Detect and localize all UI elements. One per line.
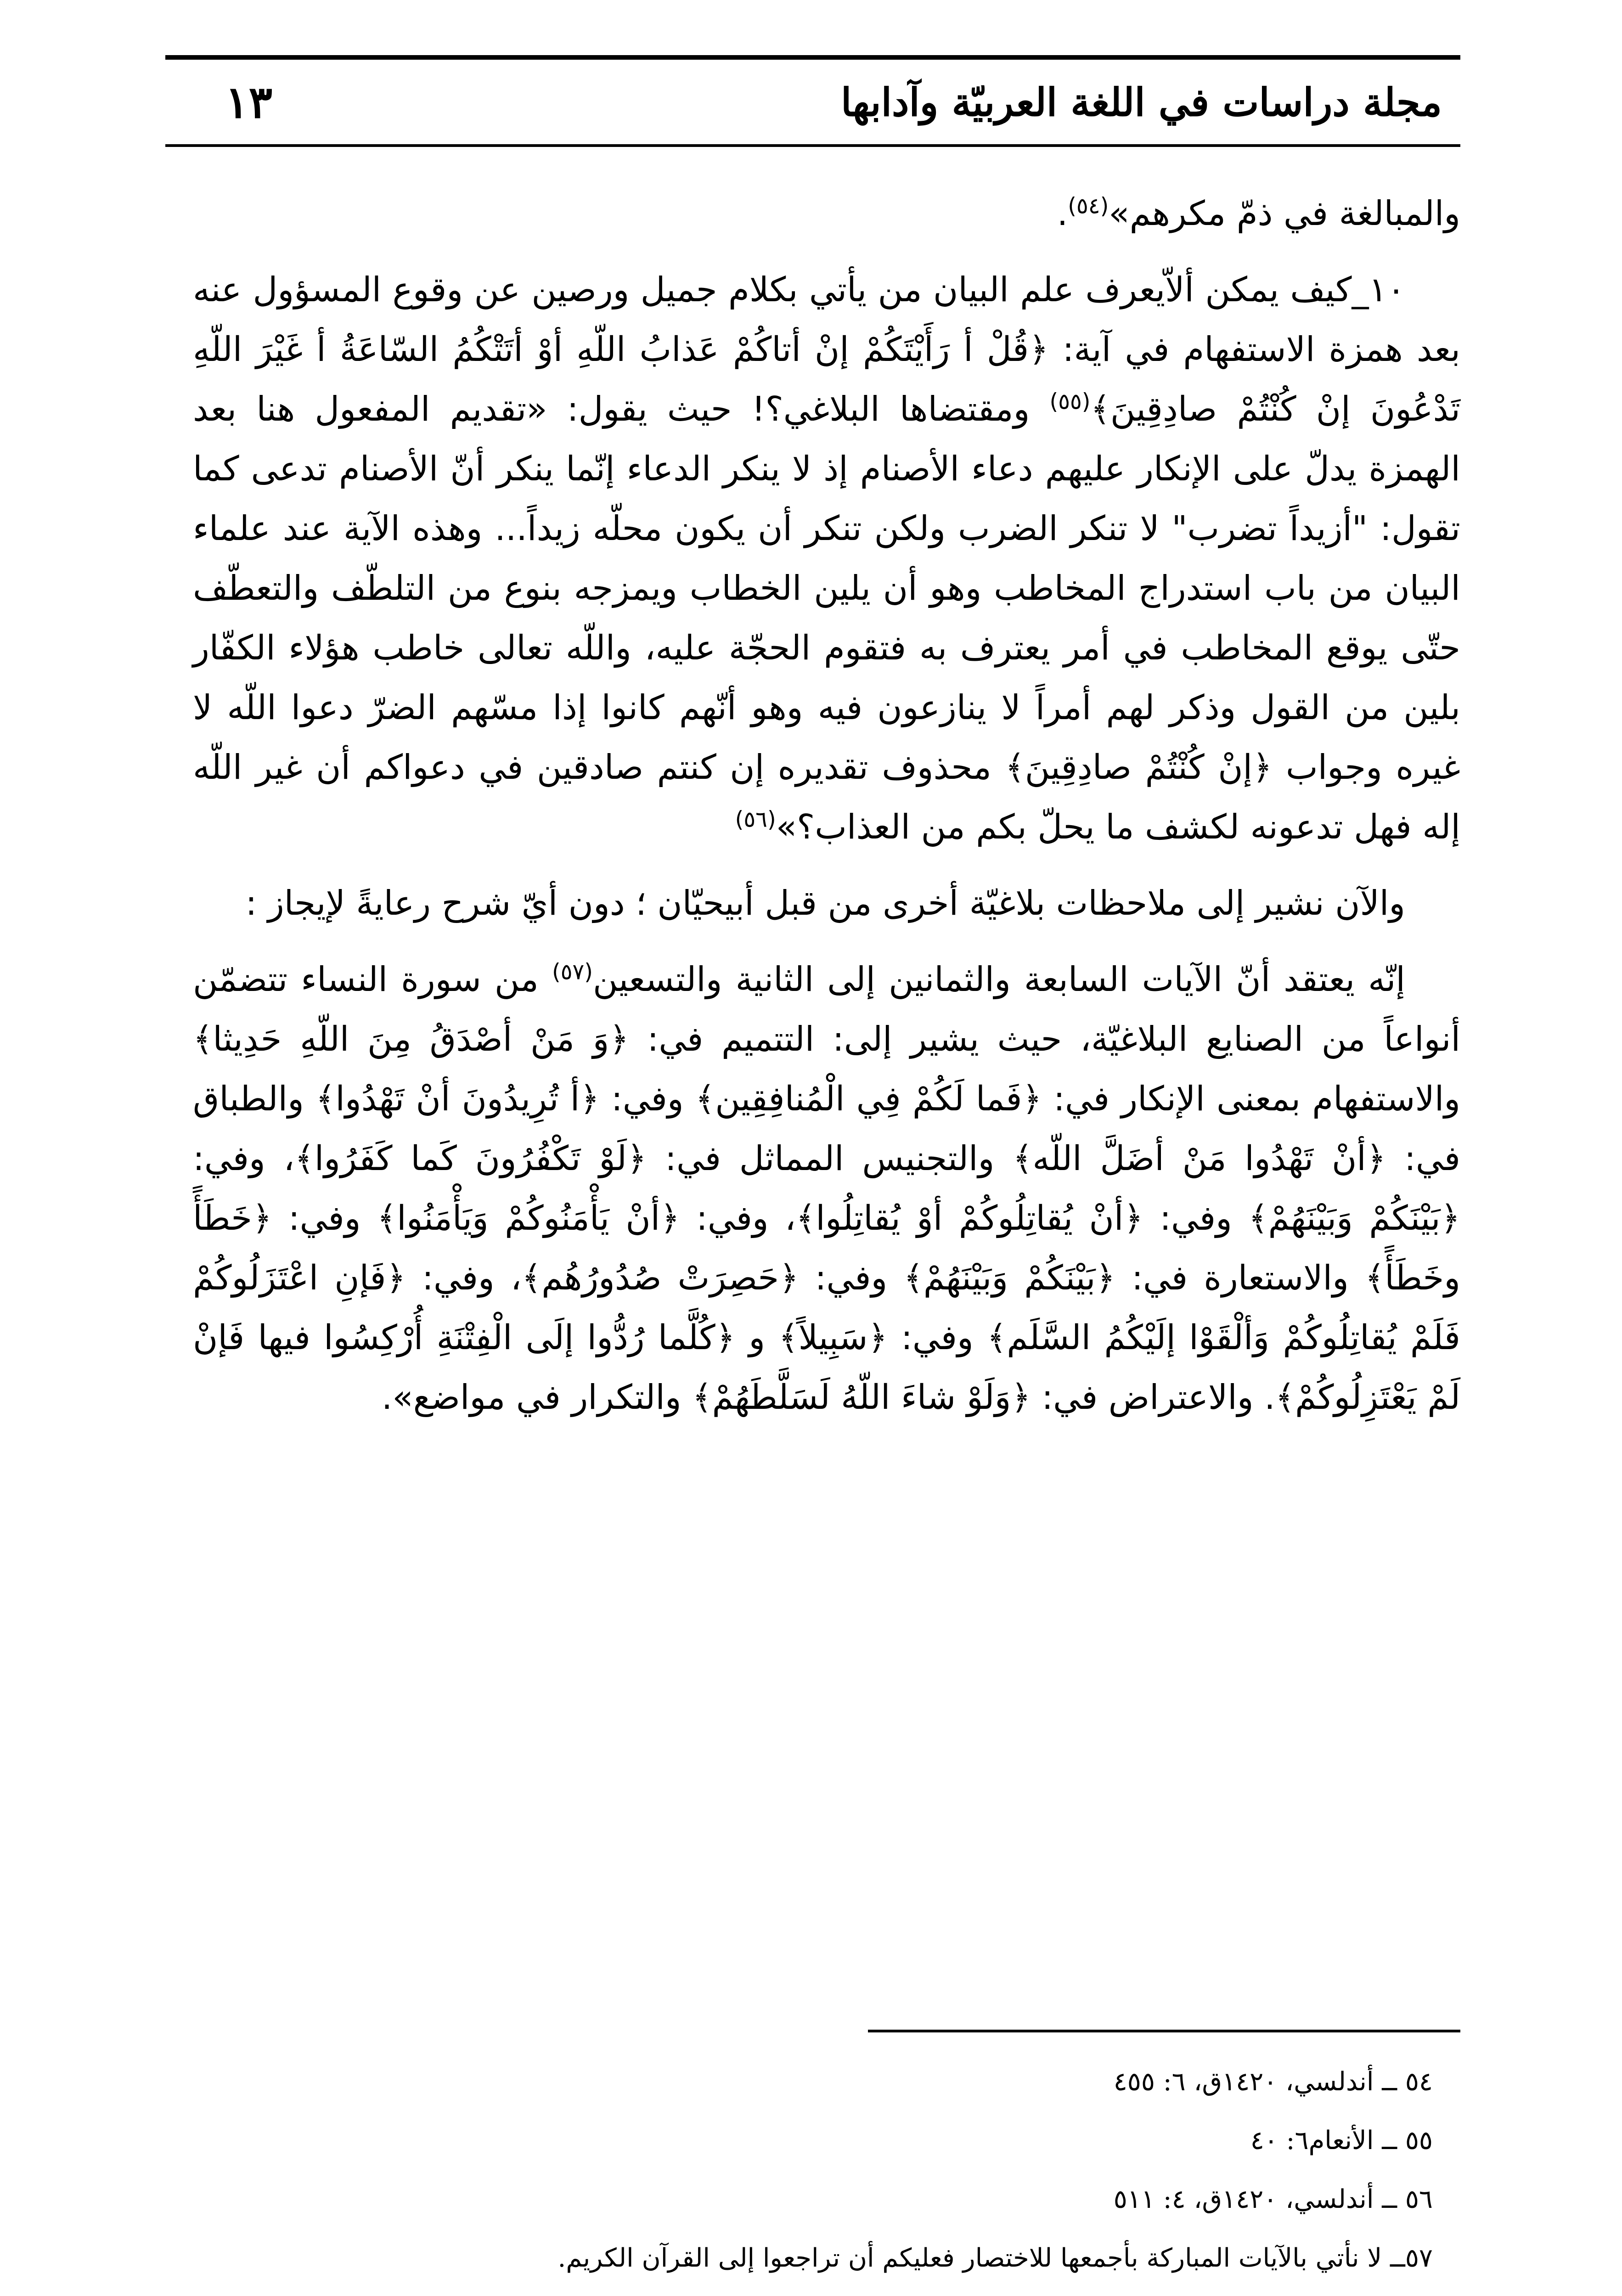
quran-quote: ﴿سَبِيلاً﴾ [778, 1318, 888, 1357]
text-run: والطباق في: [193, 1079, 1460, 1178]
text-run: ومقتضاها البلاغي؟! حيث يقول: «تقديم المفعول هنا بعد الهمزة يدلّ على الإنكار عليهم دعاء الأصنام إذ لا ينكر الدعاء إنّما ينكر أنّ الأصنام تدعى كما تقول: "أزيداً تضرب" لا تنكر الضرب ولكن تنكر أن يكون محلّه زيداً... وهذه الآية عند علماء البيان من باب استدراج المخاطب وهو أن يلين الخطاب ويمزجه بنوع من التلطّف والتعطّف حتّى يوقع المخاطب في أمر يعترف به فتقوم الحجّة عليه، واللّه تعالى خاطب هؤلاء الكفّار بلين من القول وذكر لهم أمراً لا ينازعون فيه وهو أنّهم كانوا إذا مسّهم الضرّ دعوا اللّه لا غيره وجواب [193, 389, 1460, 787]
text-run: وفي: [887, 1318, 987, 1357]
text-run: محذوف تقديره إن كنتم صادقين في دعواكم أن غير اللّه إله فهل تدعونه لكشف ما يحلّ بكم من العذاب؟» [193, 748, 1460, 847]
text-run: وفي: [599, 1079, 695, 1119]
quran-quote: ﴿وَ مَنْ أصْدَقُ مِنَ اللّهِ حَدِيثا﴾ [193, 1019, 629, 1059]
quran-quote: ﴿أنْ تَهْدُوا مَنْ أضَلَّ اللّه﴾ [1013, 1139, 1386, 1178]
text-run: و [735, 1318, 779, 1357]
body-paragraph [193, 184, 1460, 243]
footnote: ٥٤ ــ أندلسي، ١٤٢٠ق، ٦: ٤٥٥ [1113, 2067, 1433, 2097]
footnote-reference: (٥٦) [735, 806, 776, 833]
article-body [193, 184, 1460, 1444]
footnote-reference: (٥٥) [1049, 388, 1091, 415]
quran-quote: ﴿بَيْنَكُمْ وَبَيْنَهُمْ﴾ [903, 1258, 1115, 1298]
footnote: ٥٧ــ لا نأتي بالآيات المباركة بأجمعها للاختصار فعليكم أن تراجعوا إلى القرآن الكريم. [558, 2243, 1433, 2273]
text-run: ، وفي: [193, 1139, 295, 1178]
quran-quote: ﴿إنْ كُنْتُمْ صادِقِينَ﴾ [1005, 748, 1273, 787]
body-paragraph [193, 873, 1460, 933]
text-run: ، وفي: [406, 1258, 522, 1298]
text-run: وفي: [1143, 1199, 1249, 1238]
body-paragraph [193, 950, 1460, 1427]
text-run: والتكرار في مواضع». [381, 1378, 693, 1417]
quran-quote: ﴿أنْ يَأْمَنُوكُمْ وَيَأْمَنُوا﴾ [377, 1199, 680, 1238]
text-run: والاستفهام بمعنى الإنكار في: [1042, 1079, 1461, 1119]
footnote-reference: (٥٧) [552, 959, 593, 985]
text-run: إنّه يعتقد أنّ الآيات السابعة والثمانين إلى الثانية والتسعين [592, 960, 1405, 999]
quran-quote: ﴿كُلَّما رُدُّوا إلَى الْفِتْنَةِ أُرْكِسُوا فيها فَإنْ لَمْ يَعْتَزِلُوكُمْ﴾ [193, 1318, 1460, 1417]
footnotes [193, 2053, 1460, 2288]
text-run: والاستعارة في: [1115, 1258, 1365, 1298]
journal-title: مجلة دراسات في اللغة العربيّة وآدابها [840, 79, 1442, 125]
text-run: . والاعتراض في: [1031, 1378, 1275, 1417]
text-run: ١٠_كيف يمكن ألاّيعرف علم البيان من يأتي بكلام جميل ورصين عن وقوع المسؤول عنه بعد همزة الاستفهام في آية: [193, 270, 1460, 369]
quran-quote: ﴿فَما لَكُمْ فِي الْمُنافِقِين﴾ [695, 1079, 1042, 1119]
text-run: وفي: [799, 1258, 904, 1298]
text-run: والمبالغة في ذمّ مكرهم» [1109, 194, 1460, 233]
quran-quote: ﴿خَطَأً وخَطَأً﴾ [193, 1199, 1461, 1298]
quran-quote: ﴿أ تُرِيدُونَ أنْ تَهْدُوا﴾ [315, 1079, 600, 1119]
running-header [165, 55, 1460, 147]
footnote-separator [868, 2030, 1460, 2032]
footnote: ٥٦ ــ أندلسي، ١٤٢٠ق، ٤: ٥١١ [1113, 2184, 1433, 2214]
page-number: ١٣ [225, 76, 273, 128]
body-paragraph [193, 260, 1460, 857]
quran-quote: ﴿فَإنِ اعْتَزَلُوكُمْ فَلَمْ يُقاتِلُوكُمْ وَألْقَوْا إلَيْكُمُ السَّلَم﴾ [193, 1258, 1461, 1357]
quran-quote: ﴿قُلْ أ رَأَيْتَكُمْ إنْ أتاكُمْ عَذابُ اللّهِ أوْ أتَتْكُمُ السّاعَةُ أ غَيْرَ اللّهِ تَدْعُونَ إنْ كُنْتُمْ صادِقِينَ﴾ [193, 330, 1460, 429]
text-run: والآن نشير إلى ملاحظات بلاغيّة أخرى من قبل أبيحيّان ؛ دون أيّ شرح رعايةً لإيجاز : [245, 884, 1405, 923]
text-run: . [1057, 194, 1068, 233]
text-run: من سورة النساء تتضمّن أنواعاً من الصنايع البلاغيّة، حيث يشير إلى: التتميم في: [193, 960, 1461, 1059]
quran-quote: ﴿حَصِرَتْ صُدُورُهُم﴾ [521, 1258, 799, 1298]
text-run: ، وفي: [680, 1199, 796, 1238]
text-run: وفي: [272, 1199, 377, 1238]
quran-quote: ﴿أنْ يُقاتِلُوكُمْ أوْ يُقاتِلُوا﴾ [795, 1199, 1143, 1238]
quran-quote: ﴿لَوْ تَكْفُرُونَ كَما كَفَرُوا﴾ [294, 1139, 647, 1178]
quran-quote: ﴿وَلَوْ شاءَ اللّهُ لَسَلَّطَهُمْ﴾ [692, 1378, 1031, 1417]
footnote: ٥٥ ــ الأنعام٦: ٤٠ [1250, 2126, 1433, 2155]
footnote-reference: (٥٤) [1068, 193, 1109, 219]
quran-quote: ﴿بَيْنَكُمْ وَبَيْنَهُمْ﴾ [1248, 1199, 1460, 1238]
text-run: والتجنيس المماثل في: [647, 1139, 1013, 1178]
